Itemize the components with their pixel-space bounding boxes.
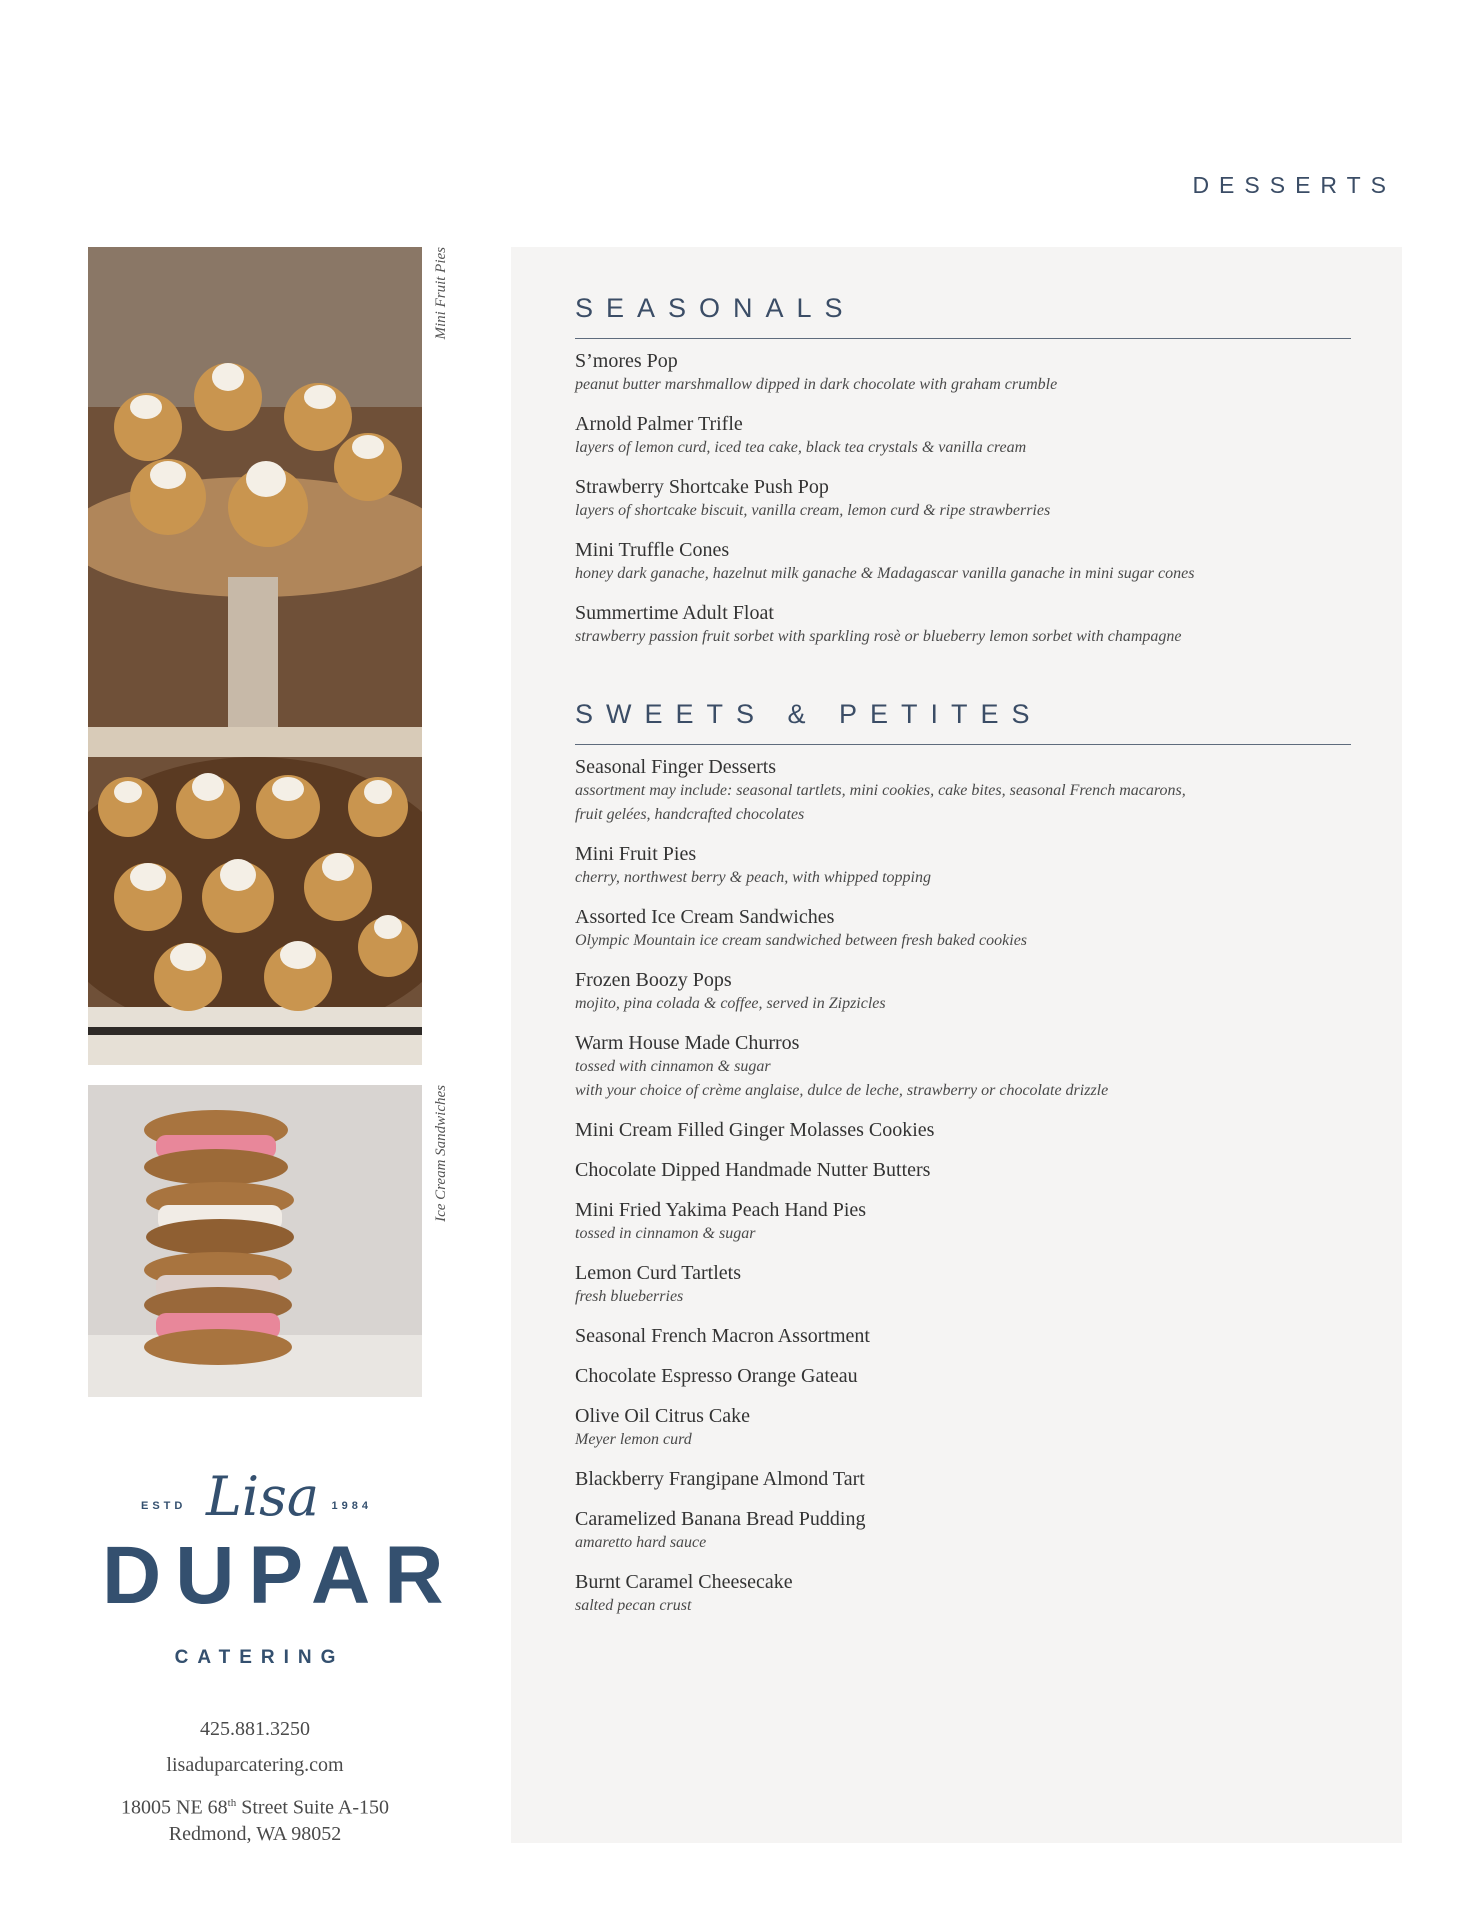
menu-item xyxy=(575,1364,1351,1388)
menu-item xyxy=(575,412,1351,460)
menu-item xyxy=(575,1404,1351,1452)
city-address: Redmond, WA 98052 xyxy=(168,1822,342,1845)
menu-item xyxy=(575,905,1351,953)
page-title: DESSERTS xyxy=(1192,172,1396,198)
menu-item-description: cherry, northwest berry & peach, with whipped topping xyxy=(575,869,931,886)
menu-item-name: Burnt Caramel Cheesecake xyxy=(575,1571,793,1593)
menu-item-description: tossed with cinnamon & sugar xyxy=(575,1058,771,1075)
menu-item xyxy=(575,1324,1351,1348)
menu-item-description: Meyer lemon curd xyxy=(575,1431,692,1448)
sweets-petites-list xyxy=(575,755,1351,1618)
lisa-dupar-logo xyxy=(88,1465,458,1669)
menu-item-name: Chocolate Espresso Orange Gateau xyxy=(575,1365,858,1387)
estd-year: 1984 xyxy=(331,1500,372,1512)
menu-item xyxy=(575,1467,1351,1491)
menu-item-name: Mini Truffle Cones xyxy=(575,539,730,561)
street-address: 18005 NE 68th Street Suite A-150 xyxy=(121,1796,389,1819)
menu-item-name: Blackberry Frangipane Almond Tart xyxy=(575,1468,865,1490)
menu-item-description: layers of shortcake biscuit, vanilla cream, lemon curd & ripe strawberries xyxy=(575,502,1051,519)
menu-item xyxy=(575,1198,1351,1246)
ice-cream-sandwiches-photo xyxy=(88,1085,422,1397)
menu-item xyxy=(575,1118,1351,1142)
menu-item-description: amaretto hard sauce xyxy=(575,1534,707,1551)
seasonals-list xyxy=(575,349,1351,649)
menu-item-name: S’mores Pop xyxy=(575,350,678,372)
menu-item xyxy=(575,1158,1351,1182)
phone-number: 425.881.3250 xyxy=(200,1718,310,1740)
menu-item-description: with your choice of crème anglaise, dulce de leche, strawberry or chocolate drizzle xyxy=(575,1082,1109,1099)
menu-item-name: Caramelized Banana Bread Pudding xyxy=(575,1508,866,1530)
menu-item-description: tossed in cinnamon & sugar xyxy=(575,1225,756,1242)
menu-item xyxy=(575,755,1351,827)
menu-item-description: layers of lemon curd, iced tea cake, black tea crystals & vanilla cream xyxy=(575,439,1027,456)
menu-item-description: fresh blueberries xyxy=(575,1288,684,1305)
contact-info xyxy=(88,1716,422,1847)
menu-item-description: peanut butter marshmallow dipped in dark chocolate with graham crumble xyxy=(575,376,1058,393)
menu-item-name: Warm House Made Churros xyxy=(575,1032,800,1054)
menu-panel xyxy=(511,247,1402,1843)
estd-label: ESTD xyxy=(141,1500,187,1512)
menu-item xyxy=(575,601,1351,649)
menu-item-description: honey dark ganache, hazelnut milk ganache & Madagascar vanilla ganache in mini sugar cones xyxy=(575,565,1195,582)
logo-wordmark: DUPAR xyxy=(102,1530,458,1621)
menu-item xyxy=(575,349,1351,397)
menu-item-name: Seasonal French Macron Assortment xyxy=(575,1325,870,1347)
menu-item-name: Summertime Adult Float xyxy=(575,602,774,624)
menu-item xyxy=(575,1570,1351,1618)
menu-item-name: Olive Oil Citrus Cake xyxy=(575,1405,750,1427)
menu-item-name: Lemon Curd Tartlets xyxy=(575,1262,741,1284)
menu-item-description: strawberry passion fruit sorbet with sparkling rosè or blueberry lemon sorbet with champagne xyxy=(575,628,1182,645)
mini-fruit-pies-photo xyxy=(88,247,422,1065)
logo-tagline: CATERING xyxy=(174,1647,345,1668)
menu-item-description: Olympic Mountain ice cream sandwiched between fresh baked cookies xyxy=(575,932,1028,949)
menu-item-name: Mini Fruit Pies xyxy=(575,843,697,865)
website: lisaduparcatering.com xyxy=(166,1754,344,1776)
menu-item xyxy=(575,475,1351,523)
menu-item-description: assortment may include: seasonal tartlets, mini cookies, cake bites, seasonal French macarons, xyxy=(575,782,1186,799)
menu-item xyxy=(575,842,1351,890)
sweets-petites-heading: SWEETS & PETITES xyxy=(575,699,1351,745)
logo-script-name: Lisa xyxy=(206,1465,320,1528)
menu-item-name: Seasonal Finger Desserts xyxy=(575,756,777,778)
menu-item-name: Frozen Boozy Pops xyxy=(575,969,732,991)
menu-item-name: Strawberry Shortcake Push Pop xyxy=(575,476,829,498)
menu-item-description: mojito, pina colada & coffee, served in Zipzicles xyxy=(575,995,886,1012)
menu-item-name: Mini Cream Filled Ginger Molasses Cookies xyxy=(575,1119,935,1141)
ice-cream-sandwiches-caption: Ice Cream Sandwiches xyxy=(433,1085,449,1222)
menu-item xyxy=(575,968,1351,1016)
menu-item xyxy=(575,1261,1351,1309)
menu-item xyxy=(575,538,1351,586)
menu-item-description: salted pecan crust xyxy=(575,1597,692,1614)
menu-item-description: fruit gelées, handcrafted chocolates xyxy=(575,806,805,823)
seasonals-heading: SEASONALS xyxy=(575,293,1351,339)
menu-item-name: Assorted Ice Cream Sandwiches xyxy=(575,906,835,928)
menu-item-name: Mini Fried Yakima Peach Hand Pies xyxy=(575,1199,867,1221)
menu-item-name: Arnold Palmer Trifle xyxy=(575,413,743,435)
menu-item-name: Chocolate Dipped Handmade Nutter Butters xyxy=(575,1159,931,1181)
menu-item xyxy=(575,1507,1351,1555)
mini-fruit-pies-caption: Mini Fruit Pies xyxy=(433,247,449,340)
menu-item xyxy=(575,1031,1351,1103)
